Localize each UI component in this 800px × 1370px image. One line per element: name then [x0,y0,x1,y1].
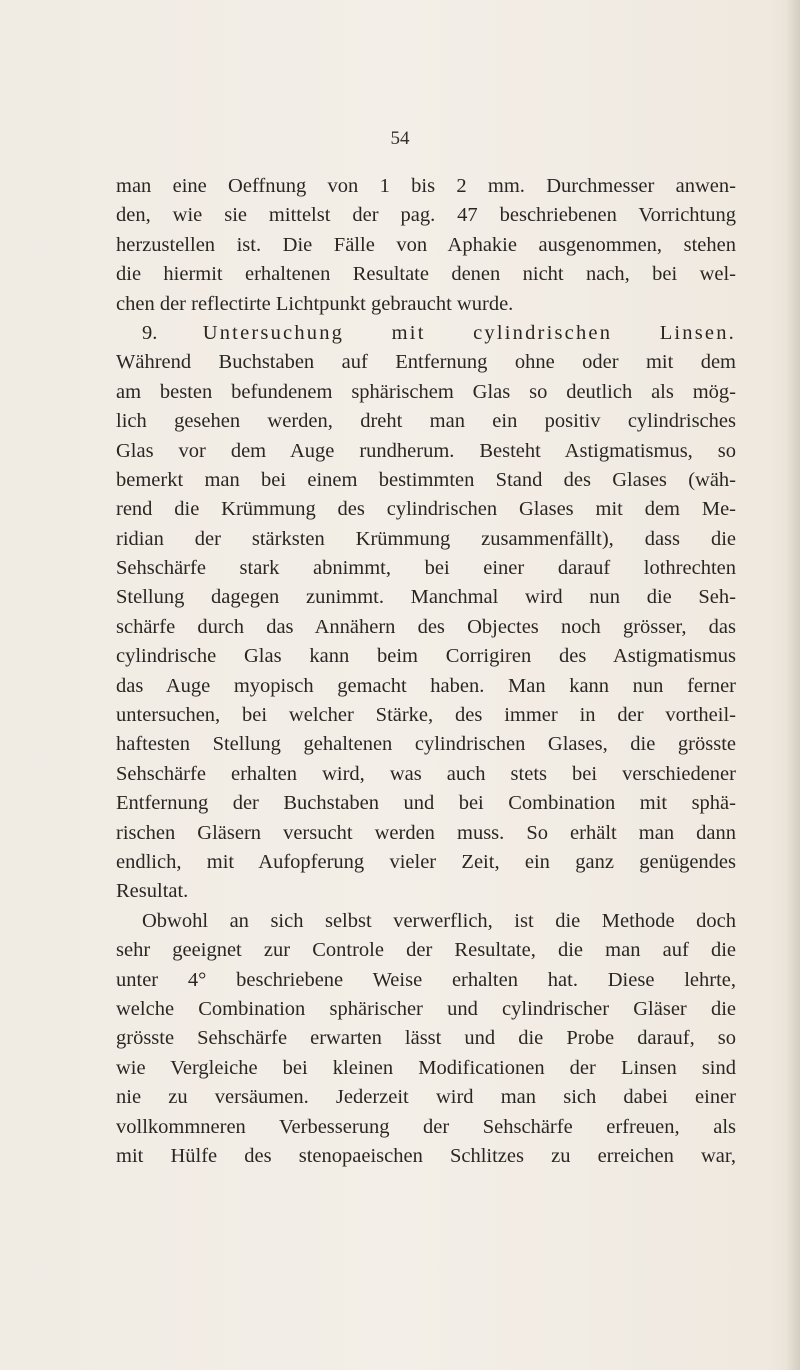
text-line: am besten befundenem sphärischem Glas so deutlich als mög- [116,380,736,403]
text-line: Stellung dagegen zunimmt. Manchmal wird nun die Seh- [116,586,736,609]
text-line: vollkommneren Verbesserung der Sehschärfe erfreuen, als [116,1115,736,1138]
text-line: Resultat. [116,880,189,903]
text-line: das Auge myopisch gemacht haben. Man kann nun ferner [116,674,736,697]
text-line: haftesten Stellung gehaltenen cylindrischen Glases, die grösste [116,733,736,756]
text-line: rischen Gläsern versucht werden muss. So erhält man dann [116,821,736,844]
text-line: grösste Sehschärfe erwarten lässt und die Probe darauf, so [116,1027,736,1050]
text-line: untersuchen, bei welcher Stärke, des immer in der vortheil- [116,704,736,727]
section-number: 9. [142,321,158,344]
text-line: Sehschärfe erhalten wird, was auch stets bei verschiedener [116,762,736,785]
section-title: Untersuchung mit cylindrischen Linsen. [202,321,736,344]
text-line: Glas vor dem Auge rundherum. Besteht Astigmatismus, so [116,439,736,462]
section-heading [116,319,736,348]
text-line: ridian der stärksten Krümmung zusammenfällt), dass die [116,527,736,550]
text-line: Obwohl an sich selbst verwerflich, ist die Methode doch [142,909,736,932]
text-line: lich gesehen werden, dreht man ein positiv cylindrisches [116,410,736,433]
text-line: rend die Krümmung des cylindrischen Glases mit dem Me- [116,498,736,521]
text-line: Entfernung der Buchstaben und bei Combination mit sphä- [116,792,736,815]
text-line: endlich, mit Aufopferung vieler Zeit, ein ganz genügendes [116,850,736,873]
text-line: Während Buchstaben auf Entfernung ohne oder mit dem [116,351,736,374]
body-text [116,172,736,1171]
page-number: 54 [390,128,410,149]
text-line: den, wie sie mittelst der pag. 47 beschriebenen Vorrichtung [116,204,736,227]
text-line: sehr geeignet zur Controle der Resultate, die man auf die [116,939,736,962]
text-line: mit Hülfe des stenopaeischen Schlitzes zu erreichen war, [116,1144,736,1167]
text-line: nie zu versäumen. Jederzeit wird man sich dabei einer [116,1086,736,1109]
text-line: wie Vergleiche bei kleinen Modificationen der Linsen sind [116,1056,736,1079]
text-line: Sehschärfe stark abnimmt, bei einer darauf lothrechten [116,557,736,580]
text-line: welche Combination sphärischer und cylindrischer Gläser die [116,997,736,1020]
text-line: unter 4° beschriebene Weise erhalten hat. Diese lehrte, [116,968,736,991]
text-line: chen der reflectirte Lichtpunkt gebraucht wurde. [116,292,514,315]
text-line: cylindrische Glas kann beim Corrigiren des Astigmatismus [116,645,736,668]
text-line: herzustellen ist. Die Fälle von Aphakie ausgenommen, stehen [116,233,736,256]
page-edge-shadow [786,0,800,1370]
text-line: die hiermit erhaltenen Resultate denen nicht nach, bei wel- [116,263,736,286]
text-line: man eine Oeffnung von 1 bis 2 mm. Durchmesser anwen- [116,175,736,197]
text-line: schärfe durch das Annähern des Objectes noch grösser, das [116,615,736,638]
text-line: bemerkt man bei einem bestimmten Stand des Glases (wäh- [116,468,736,491]
